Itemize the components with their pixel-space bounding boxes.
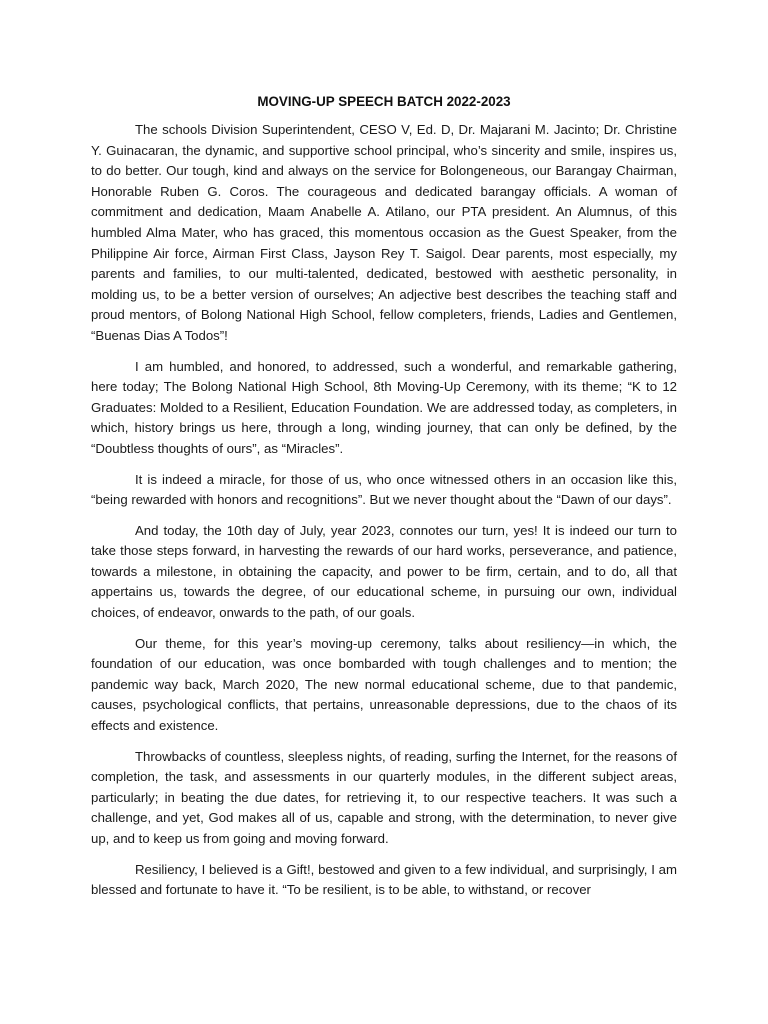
paragraph-resiliency: Resiliency, I believed is a Gift!, bestowed and given to a few individual, and surprisingly, I am blessed and fortunate to have it. “To be resilient, is to be able, to withstand, or recover	[91, 861, 677, 898]
paragraph-throwbacks: Throwbacks of countless, sleepless nights, of reading, surfing the Internet, for the reasons of completion, the task, and assessments in our quarterly modules, in the different subject areas, particularly; in beating the due dates, for retrieving it, to our respective teachers. It was such a challenge, and yet, God makes all of us, capable and strong, with the determination, to never give up, and to keep us from going and moving forward.	[91, 748, 677, 846]
paragraph-theme: Our theme, for this year’s moving-up ceremony, talks about resiliency—in which, the foundation of our education, was once bombarded with tough challenges and to mention; the pandemic way back, March 2020, The new normal educational scheme, due to that pandemic, causes, psychological conflicts, that pertains, unreasonable depressions, due to the chaos of its effects and existence.	[91, 635, 677, 734]
paragraph-miracle: It is indeed a miracle, for those of us, who once witnessed others in an occasion like this, “being rewarded with honors and recognitions”. But we never thought about the “Dawn of our days”.	[91, 471, 677, 508]
document-body	[91, 92, 677, 911]
paragraph-today: And today, the 10th day of July, year 2023, connotes our turn, yes! It is indeed our turn to take those steps forward, in harvesting the rewards of our hard works, perseverance, and patience, towards a milestone, in obtaining the capacity, and power to be firm, certain, and to do, all that appertains us, towards the degree, of our educational scheme, in pursuing our own, individual choices, of endeavor, onwards to the path, of our goals.	[91, 522, 677, 621]
paragraph-introduction: I am humbled, and honored, to addressed, such a wonderful, and remarkable gathering, here today; The Bolong National High School, 8th Moving-Up Ceremony, with its theme; “K to 12 Graduates: Molded to a Resilient, Education Foundation. We are addressed today, as completers, in which, history brings us here, through a long, winding journey, that can only be defined, by the “Doubtless thoughts of ours”, as “Miracles”.	[91, 358, 677, 456]
document-title: MOVING-UP SPEECH BATCH 2022-2023	[257, 94, 511, 109]
paragraph-salutation: The schools Division Superintendent, CESO V, Ed. D, Dr. Majarani M. Jacinto; Dr. Christine Y. Guinacaran, the dynamic, and supportive school principal, who’s sincerity and smile, inspires us, to do better. Our tough, kind and always on the service for Bolongeneous, our Barangay Chairman, Honorable Ruben G. Coros. The courageous and dedicated barangay officials. A woman of commitment and dedication, Maam Anabelle A. Atilano, our PTA president. An Alumnus, of this humbled Alma Mater, who has graced, this momentous occasion as the Guest Speaker, from the Philippine Air force, Airman First Class, Jayson Rey T. Saigol. Dear parents, most especially, my parents and families, to our multi-talented, dedicated, bestowed with aesthetic personality, in molding us, to be a better version of ourselves; An adjective best describes the teaching staff and proud mentors, of Bolong National High School, fellow completers, friends, Ladies and Gentlemen, “Buenas Dias A Todos”!	[91, 122, 677, 343]
